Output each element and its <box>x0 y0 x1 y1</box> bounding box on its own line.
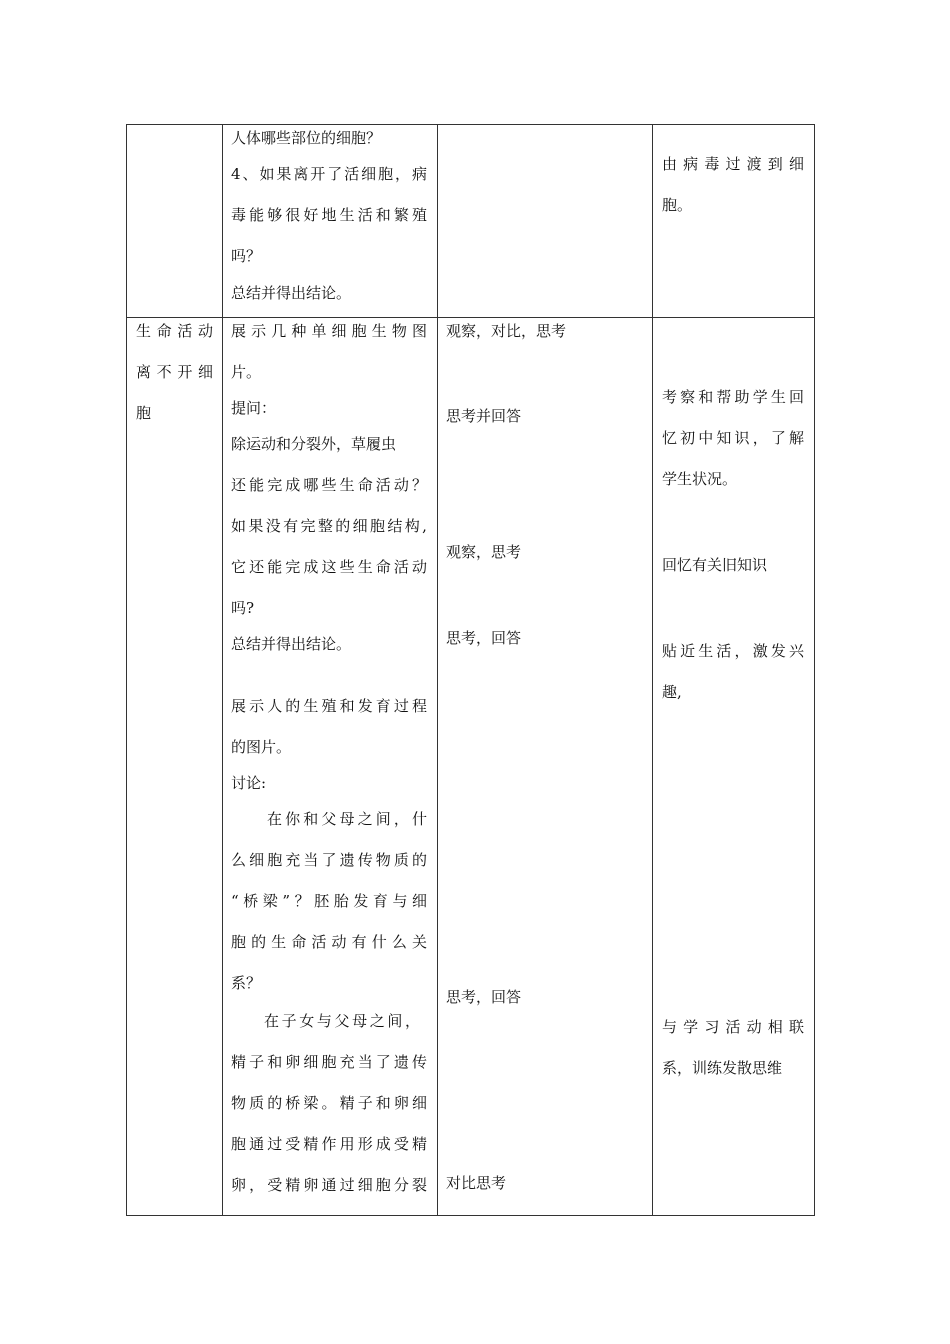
text-line: 提问： <box>231 399 277 417</box>
text-line: 人体哪些部位的细胞？ <box>231 129 382 147</box>
text-line: 胞。 <box>662 196 693 214</box>
column-divider <box>222 125 223 1215</box>
text-line: 毒能够很好地生活和繁殖 <box>231 206 431 224</box>
text-line: 物质的桥梁。精子和卵细 <box>231 1094 431 1112</box>
text-line: 思考，回答 <box>446 988 522 1006</box>
text-line: 思考并回答 <box>446 407 522 425</box>
topic-line: 胞 <box>136 404 152 422</box>
text-line: 思考，回答 <box>446 629 522 647</box>
text-line: 观察，思考 <box>446 543 522 561</box>
text-line: 如果没有完整的细胞结构, <box>231 517 430 535</box>
text-line: 它还能完成这些生命活动 <box>231 558 431 576</box>
text-line: 胞通过受精作用形成受精 <box>231 1135 431 1153</box>
text-line: 趣, <box>662 683 682 701</box>
text-line: 考察和帮助学生回 <box>662 388 808 406</box>
lesson-table <box>126 124 815 1216</box>
text-line: 由病毒过渡到细 <box>662 155 811 173</box>
text-line: 系，训练发散思维 <box>662 1059 783 1077</box>
text-line: 的图片。 <box>231 738 292 756</box>
text-line: 讨论: <box>231 774 267 792</box>
text-line: 学生状况。 <box>662 470 738 488</box>
text-line: 胞的生命活动有什么关 <box>231 933 433 951</box>
text-line: 卵，受精卵通过细胞分裂 <box>231 1176 431 1194</box>
text-line: 吗? <box>231 599 255 617</box>
text-line: 贴近生活，激发兴 <box>662 642 808 660</box>
text-line: 系？ <box>231 974 262 992</box>
text-line: 观察，对比，思考 <box>446 322 567 340</box>
text-line: 忆初中知识，了解 <box>662 429 808 447</box>
text-line: 4、如果离开了活细胞，病 <box>231 165 429 183</box>
text-line: 在子女与父母之间， <box>264 1012 423 1030</box>
text-line: 精子和卵细胞充当了遗传 <box>231 1053 431 1071</box>
text-line: 吗？ <box>231 247 262 265</box>
column-divider <box>437 125 438 1215</box>
text-line: “桥梁”？胚胎发育与细 <box>231 892 432 910</box>
text-line: 与学习活动相联 <box>662 1018 811 1036</box>
text-line: 还能完成哪些生命活动？ <box>231 476 431 494</box>
row-divider <box>127 317 814 318</box>
text-line: 总结并得出结论。 <box>231 635 352 653</box>
text-line: 对比思考 <box>446 1174 507 1192</box>
text-line: 片。 <box>231 363 262 381</box>
text-line: 么细胞充当了遗传物质的 <box>231 851 431 869</box>
text-line: 在你和父母之间，什 <box>267 810 431 828</box>
column-divider <box>652 125 653 1215</box>
text-line: 总结并得出结论。 <box>231 284 352 302</box>
text-line: 展示人的生殖和发育过程 <box>231 697 431 715</box>
text-line: 除运动和分裂外，草履虫 <box>231 435 397 453</box>
topic-line: 生命活动 <box>136 322 219 340</box>
topic-line: 离不开细 <box>136 363 219 381</box>
text-line: 回忆有关旧知识 <box>662 556 768 574</box>
text-line: 展示几种单细胞生物图 <box>231 322 433 340</box>
